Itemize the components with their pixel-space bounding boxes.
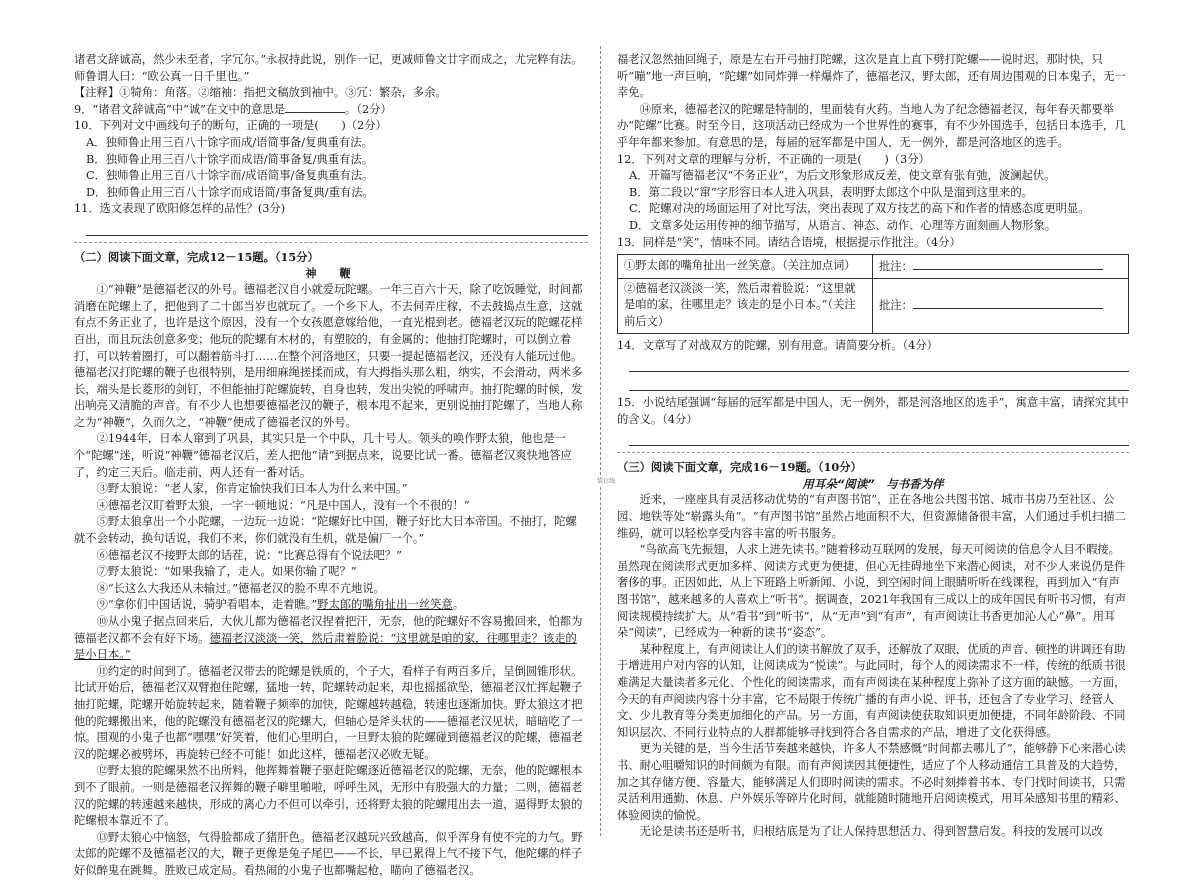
annotation-notes: 【注释】①犄角：角落。②缩袖：指把文稿放到袖中。③冗：繁杂，多余。 (74, 86, 447, 100)
question-13: 13．同样是“笑”，情味不同。请结合语境，根据提示作批注。（4分） (617, 235, 961, 249)
story-para-3: ③野太狼说：“老人家，你肯定愉快我们日本人为什么来中国。” (96, 482, 408, 496)
essay-para-2: “鸟欲高飞先振翅，人求上进先读书。”随着移动互联网的发展，每天可阅读的信息令人目不暇接。虽然现在阅读形式更加多样、阅读方式更为便捷，但心无挂碍地坐下来潜心阅读，对不少人来说仍是件奢侈的事。正因如此，从上下班路上听新闻、小说，到空闲时间上眼睛听听在线课程，再到加入“有声图书馆”，越来越多的人喜欢上“听书”。据调查，2021年我国有三成以上的成年国民有听书习惯，有声阅读规模持续扩大。从“看书”到“听书”，从“无声”到“有声”，有声阅读让书香更加沁人心“鼻”。用耳朵“阅读”，已经成为一种新的读书“姿态”。 (617, 543, 1127, 640)
q9-score: 。（2分） (345, 102, 392, 116)
question-11: 11．选文表现了欧阳修怎样的品性？(3分) (74, 202, 286, 216)
q13-row-1-note-cell[interactable] (873, 255, 1129, 279)
q13-annotation-table (617, 254, 1129, 333)
section-2 (74, 242, 588, 880)
story-para-8: ⑧“长这么大我还从未输过。”德福老汉的脸不卑不亢地说。 (96, 581, 385, 595)
para-9-text: ⑨“拿你们中国话说，骑驴看唱本，走着瞧。” (96, 598, 318, 612)
story-para-10 (74, 614, 588, 664)
question-15: 15．小说结尾强调“每届的冠军都是中国人，无一例外，都是河洛地区的选手”，寓意丰富，请探究其中的含义。（4分） (617, 396, 1129, 426)
q10-option-d[interactable]: D．独师鲁止用三百八十馀字而成语简/事备复典/重有法。 (86, 185, 374, 199)
q10-option-b[interactable]: B．独师鲁止用三百八十馀字而成语/简事备复/典重有法。 (86, 152, 374, 166)
q12-option-d[interactable]: D．文章多处运用传神的细节描写，从语言、神态、动作、心理等方面刻画人物形象。 (629, 218, 1057, 232)
q13-row-2 (618, 278, 1129, 333)
q13-row-1-answer-line[interactable] (913, 257, 1103, 270)
story-para-12: ⑫野太狼的陀螺果然不出所料，他挥舞着鞭子驱赶陀螺逐近德福老汉的陀螺，无奈，他的陀螺根本到不了眼前。一则是德福老汉挥舞的鞭子噼里啪啦，呼呼生风，无形中有股强大的力量；二则，德福老汉的陀螺的转速越来越快，形成的离心力不但可以牵引，还将野太狼的陀螺甩出去一道，逼得野太狼的陀螺根本靠近不了。 (74, 764, 583, 828)
story-para-9 (74, 597, 588, 614)
para-9-underlined: 野太郎的嘴角扯出一丝笑意 (317, 598, 453, 612)
story-para-4: ④德福老汉盯着野太狼，一字一顿地说：“凡是中国人，没有一个不很的！” (96, 498, 470, 512)
passage-continuation: 诸君文辞诚高，然少未至者，字冗尔。”永叔持此说，别作一记，更减师鲁文廿字而成之，尤完粹有法。师鲁谓人曰：“欧公真一日千里也。” (74, 53, 583, 83)
para-10-underlined: 德福老汉淡淡一笑，然后肃着脸说：“这里就是咱的家，往哪里走？该走的是小日本。” (74, 631, 577, 662)
story-para-13: ⑬野太狼心中恼怒，气得脸都成了猪肝色。德福老汉越玩兴致越高，似乎浑身有使不完的力气。野太郎的陀螺不及德福老汉的大，鞭子更像是兔子尾巴——不长，早已累得上气不接下气，他陀螺的样子好似醉鬼在跳舞。胜败已成定局。看热闹的小鬼子也都嘴起枪，瞄向了德福老汉。 (74, 830, 583, 877)
section-3 (617, 452, 1129, 841)
q12-option-c[interactable]: C．陀螺对决的场面运用了对比写法，突出表现了双方技艺的高下和作者的情感态度更明显。 (629, 202, 1090, 216)
q13-row-2-note-label: 批注： (879, 299, 913, 313)
story-para-13-cont: 福老汉忽然抽回绳子，原是左右开弓抽打陀螺，这次是直上直下劈打陀螺——说时迟，那时快，只听“嘣”地一声巨响，“陀螺”如同炸弹一样爆炸了，德福老汉，野太郎，还有周边围观的日本鬼子，无一幸免。 (617, 53, 1126, 100)
binding-line-label: 装订线 (596, 478, 615, 485)
essay-para-5: 无论是读书还是听书，归根结底是为了让人保持思想活力、得到智慧启发。科技的发展可以改 (639, 825, 1103, 839)
story-para-14: ⑭原来，德福老汉的陀螺是特制的，里面装有火药。当地人为了纪念德福老汉，每年春天都要举办“陀螺”比赛。时至今日，这项活动已经成为一个世界性的赛事，有不少外国选手，包括日本选手，几乎年年都来参加。有意思的是，每届的冠军都是中国人，无一例外，都是河洛地区的选手。 (617, 102, 1126, 149)
essay-para-1: 近来，一座座具有灵活移动优势的“有声图书馆”，正在各地公共图书馆、城市书房乃至社区、公园、地铁等处“崭露头角”。“有声图书馆”虽然占地面积不大，但资源储备很丰富，人们通过手机扫描二维码，就可以轻松享受内容丰富的听书服务。 (617, 493, 1126, 540)
q10-option-a[interactable]: A．独师鲁止用三百八十馀字而成/语简事备/复典重有法。 (86, 135, 373, 149)
q12-option-b[interactable]: B．第二段以“窜”字形容日本人进入巩县，表明野太郎这个中队是溜到这里来的。 (629, 185, 1033, 199)
question-14: 14．文章写了对战双方的陀螺，别有用意。请简要分析。（4分） (617, 338, 938, 352)
section-2-heading: （二）阅读下面文章，完成12－15题。（15分） (74, 249, 319, 264)
q11-answer-line[interactable] (86, 221, 588, 236)
question-9 (74, 102, 588, 119)
para-9-end: 。 (452, 598, 465, 612)
q14-answer-line-2[interactable] (629, 376, 1129, 391)
question-10: 10．下列对文中画线句子的断句，正确的一项是( )（2分） (74, 119, 387, 133)
story-para-1: ①“神鞭”是德福老汉的外号。德福老汉自小就爱玩陀螺。一年三百六十天，除了吃饭睡觉，时间都消磨在陀螺上了，把他到了二十郎当岁也就玩了。一个乡下人，不去伺弄庄稼，不去鼓捣点生意，这就有点不务正业了，也许是这个原因，没有一个女孩愿意嫁给他，一直光棍到老。德福老汉玩的陀螺花样百出，而且玩法创意多变；他玩的陀螺有木材的，有塑胶的，有金属的；他抽打陀螺时，可以倒立着打，可以转着圈打，可以翻着筋斗打……在整个河洛地区，只要一提起德福老汉，还没有人能玩过他。德福老汉打陀螺的鞭子也很特别，是用细麻绳搓揉而成，有大拇指头那么粗，纳实，不会滑动，两米多长，端头是长菱形的剑钉，不但能抽打陀螺旋转，自身也转，发出尖锐的呼啸声。抽打陀螺的时候，发出响亮又清脆的声音。有不少人也想要德福老汉的鞭子，根本甩不起来，更别说抽打陀螺了，当地人称之为“神鞭”，久而久之，“神鞭”便成了德福老汉的外号。 (74, 283, 583, 429)
q12-options (617, 168, 1129, 234)
essay-para-3: 某种程度上，有声阅读让人们的读书解放了双手，还解放了双眼，优质的声音、顿挫的讲调还有助于增进用户对内容的认知，让阅读成为“悦读”。与此同时，每个人的阅读需求不一样，传统的纸质书很难满足大量读者多元化、个性化的阅读需求，而有声阅读在某种程度上弥补了这方面的缺憾。一方面，今天的有声阅读内容十分丰富，它不局限于传统广播的有声小说、评书，还包含了专业学习、经管人文、少儿教育等分类更加细化的产品。另一方面，有声阅读使获取知识更加便捷，不同年龄阶段、不同知识层次、不同行业特点的人群都能够寻找到符合各自需求的产品，增进了文化获得感。 (617, 642, 1126, 739)
left-column (74, 52, 588, 880)
question-12: 12．下列对文章的理解与分析，不正确的一项是( )（3分） (617, 152, 930, 166)
q15-answer-line-1[interactable] (629, 431, 1129, 446)
story-para-2: ②1944年，日本人窜到了巩县，其实只是一个中队，几十号人。领头的唤作野太狼，他也是一个“陀螺”迷，听说“神鞭”德福老汉后，差人把他“请”到据点来，说要比试一番。德福老汉爽快地答应了，约定三天后。临走前，两人还有一番对话。 (74, 432, 572, 479)
q13-row-1 (618, 255, 1129, 279)
q13-row-2-note-cell[interactable] (873, 278, 1129, 333)
q13-row-1-note-label: 批注： (879, 260, 913, 274)
q10-option-c[interactable]: C．独师鲁止用三百八十馀字而/成语简事/备复典重有法。 (86, 169, 374, 183)
essay-para-4: 更为关键的是，当今生活节奏越来越快，许多人不禁感慨“时间都去哪儿了”，能够静下心来潜心读书、耐心咀嚼知识的时间颇为有限。而有声阅读因其便捷性，适应了个人移动通信工具普及的大趋势，加之其存储方便、容量大，能够满足人们即时阅读的需求。不必时刻捧着书本、专门找时间读书，只需灵活利用通勤、休息、户外娱乐等碎片化时间，就能随时随地开启阅读模式，用耳朵感知书里的精彩、体验阅读的愉悦。 (617, 742, 1126, 822)
q13-row-2-answer-line[interactable] (913, 296, 1103, 309)
q9-text: 9．“诸君文辞诚高”中“诚”在文中的意思是 (74, 102, 286, 116)
story-para-6: ⑥德福老汉不接野太郎的话茬，说：“比赛总得有个说法吧？” (96, 548, 402, 562)
story-title: 神 鞭 (305, 266, 357, 280)
section-3-heading: （三）阅读下面文章，完成16－19题。（10分） (617, 460, 862, 475)
story-para-5: ⑤野太狼拿出一个小陀螺，一边玩一边说：“陀螺好比中国，鞭子好比大日本帝国。不抽打，陀螺就不会转动，换句话说，我们不来，你们就没有生机，就是偏厂一个。” (74, 515, 577, 546)
q14-answer-line-1[interactable] (629, 357, 1129, 372)
q13-row-2-text: ②德福老汉淡淡一笑，然后肃着脸说：“这里就是咱的家，往哪里走？该走的是小日本。”（关注前后文） (618, 278, 873, 333)
story-para-11: ⑪约定的时间到了。德福老汉带去的陀螺是铁质的，个子大，看样子有两百多斤，呈倒圆锥形状。比试开始后，德福老汉双臂抱住陀螺，猛地一转，陀螺转动起来，却也摇摇欲坠，德福老汉忙挥起鞭子抽打陀螺，陀螺开始旋转起来，随着鞭子频率的加快，陀螺越转越稳，转速也逐渐加快。野太狼这才把他的陀螺搬出来，他的陀螺没有德福老汉的陀螺大，但轴心是斧头状的——德福老汉见状，暗暗吃了一惊。围观的小鬼子也都“嘿嘿”好笑着，他们心里明白，一旦野太狼的陀螺碰到德福老汉的陀螺，德福老汉的陀螺必被劈坏，再旋转已经不可能！如此这样，德福老汉必败无疑。 (74, 664, 583, 761)
essay-title: 用耳朵“阅读” 与书香为伴 (802, 476, 944, 491)
q12-option-a[interactable]: A．开篇写德福老汉“不务正业”，为后文形象形成反差，使文章有张有弛，波澜起伏。 (629, 169, 1056, 183)
right-column (617, 52, 1129, 841)
column-divider (600, 46, 601, 836)
q10-options (74, 135, 588, 201)
q13-row-1-text: ①野太郎的嘴角扯出一丝笑意。（关注加点词） (618, 255, 873, 279)
q9-answer-blank[interactable] (285, 112, 345, 113)
para-10-text: ⑩从小鬼子据点回来后，大伙儿都为德福老汉捏着把汗，无奈，他的陀螺好不容易搬回来，怕都为德福老汉都不会有好下场。 (74, 615, 583, 645)
story-para-7: ⑦野太狼说：“如果我输了，走人。如果你输了呢？” (96, 565, 357, 579)
